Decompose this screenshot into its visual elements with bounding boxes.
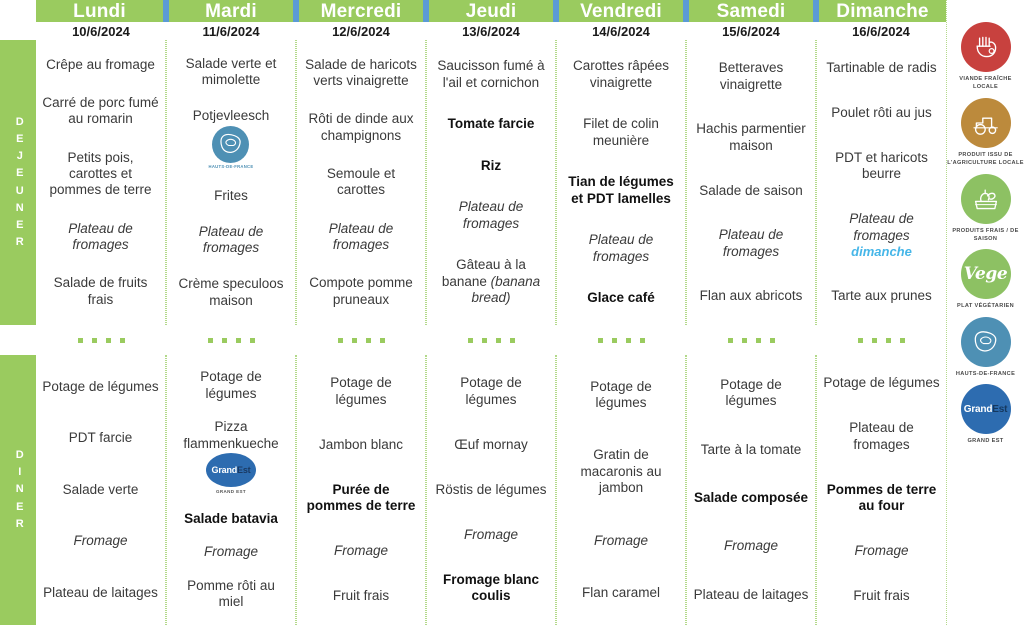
- separator-dot: [352, 338, 357, 343]
- dish-item: Potage de légumes: [330, 375, 392, 407]
- dish-holder: [693, 227, 809, 260]
- dish-item: Carottes râpées vinaigrette: [572, 58, 670, 90]
- dish-item: Gâteau à la banane (banana bread): [441, 257, 541, 306]
- dish-item: Potjevleesch: [192, 108, 270, 124]
- separator-dot: [236, 338, 241, 343]
- dish-item: Plateau de fromages: [198, 223, 264, 256]
- dish-holder: [823, 150, 940, 183]
- legend-item-hauts-de-france: [947, 317, 1024, 378]
- separator-dot: [900, 338, 905, 343]
- separator-dot: [482, 338, 487, 343]
- dish-item: Salade de fruits frais: [53, 275, 148, 307]
- dish-holder: [823, 482, 940, 515]
- dish-item: Œuf mornay: [454, 436, 528, 452]
- dish-item: Salade verte: [62, 481, 139, 497]
- dish-holder: [303, 482, 419, 515]
- meal-rail-dinner: [0, 355, 36, 625]
- lunch-rail-letter: U: [15, 184, 25, 197]
- dish-item: Fromage blanc coulis: [442, 571, 540, 604]
- dish-item: Tomate farcie: [447, 116, 535, 132]
- dish-holder: [433, 116, 549, 132]
- dish-holder: [303, 166, 419, 199]
- dish-item: Petits pois, carottes et pommes de terre: [49, 149, 152, 198]
- legend-caption-grand-est: GRAND EST: [967, 438, 1004, 445]
- vege-wordmark: Vege: [963, 264, 1008, 285]
- dish-holder: [563, 447, 679, 496]
- dish-item: Crêpe au fromage: [46, 56, 155, 72]
- dish-holder: [823, 420, 940, 453]
- dish-item: Flan aux abricots: [699, 288, 803, 304]
- hauts-de-france-caption: HAUTS-DE-FRANCE: [208, 163, 254, 169]
- dish-item: Tarte à la tomate: [700, 441, 802, 457]
- dish-holder: [42, 150, 159, 199]
- dish-item: Plateau de fromages: [588, 232, 654, 264]
- dish-item: Pomme rôti au miel: [187, 577, 275, 610]
- dish-holder: [823, 105, 940, 121]
- dish-holder: [693, 121, 809, 154]
- day-header-vendredi: Vendredi: [556, 0, 686, 22]
- menu-cell-dinner-mardi: [166, 355, 296, 625]
- dish-holder: [433, 158, 549, 174]
- dish-holder: [433, 572, 549, 605]
- dot-row-rail-spacer: [0, 325, 36, 355]
- grand-est-logo-icon: [961, 384, 1011, 434]
- dish-holder: [693, 490, 809, 506]
- separator-dot: [106, 338, 111, 343]
- day-date-samedi: 15/6/2024: [686, 22, 816, 40]
- separator-dot: [886, 338, 891, 343]
- lunch-rail-letter: N: [15, 201, 25, 214]
- menu-cell-dinner-jeudi: [426, 355, 556, 625]
- menu-cell-lunch-mercredi: [296, 40, 426, 325]
- dish-holder: [42, 57, 159, 73]
- dish-holder: [693, 60, 809, 93]
- dinner-rail-letter: E: [16, 500, 24, 513]
- day-header-lundi: Lundi: [36, 0, 166, 22]
- separator-dot: [858, 338, 863, 343]
- dish-holder: [42, 585, 159, 601]
- dish-item: Compote pomme pruneaux: [309, 275, 413, 307]
- dish-holder: [693, 587, 809, 603]
- dish-item: Glace café: [587, 290, 655, 306]
- separator-dot: [640, 338, 645, 343]
- dot-separator-dimanche: [816, 325, 946, 355]
- dish-holder: [823, 60, 940, 76]
- lunch-rail-letter: E: [16, 167, 24, 180]
- dish-holder: [693, 442, 809, 458]
- legend-caption-hauts-de-france: HAUTS-DE-FRANCE: [955, 370, 1016, 377]
- menu-cell-dinner-lundi: [36, 355, 166, 625]
- dish-holder: [693, 288, 809, 304]
- legend-item-agriculture-locale: [947, 98, 1024, 168]
- day-header-dimanche: Dimanche: [816, 0, 946, 22]
- dish-holder: [42, 430, 159, 446]
- menu-cell-dinner-vendredi: [556, 355, 686, 625]
- lunch-rail-letter: D: [15, 116, 25, 129]
- dish-item: Plateau de laitages: [43, 584, 158, 600]
- separator-dot: [92, 338, 97, 343]
- dish-item: Salade verte et mimolette: [185, 55, 277, 88]
- dish-item: Fromage: [593, 532, 649, 548]
- dinner-rail-letter: D: [15, 449, 25, 462]
- dish-item: Pommes de terre au four: [826, 481, 937, 514]
- dish-holder: [563, 232, 679, 265]
- dot-separator-jeudi: [426, 325, 556, 355]
- grand-est-caption: GRAND EST: [215, 489, 247, 495]
- dish-holder: [303, 221, 419, 254]
- menu-cell-lunch-lundi: [36, 40, 166, 325]
- dish-holder: [303, 375, 419, 408]
- dish-holder: [433, 527, 549, 543]
- dish-item: Plateau de fromages dimanche: [823, 211, 940, 260]
- separator-dot: [598, 338, 603, 343]
- dish-holder: [173, 276, 289, 309]
- dish-holder: [173, 56, 289, 89]
- dish-holder: [173, 224, 289, 257]
- dish-item: Hachis parmentier maison: [696, 121, 806, 153]
- legend-item-plat-vegetarien: [947, 249, 1024, 310]
- separator-dot: [510, 338, 515, 343]
- dish-item: Plateau de fromages: [328, 220, 394, 253]
- separator-dot: [78, 338, 83, 343]
- grid-corner-blank: [0, 0, 36, 22]
- separator-dot: [380, 338, 385, 343]
- day-header-mercredi: Mercredi: [296, 0, 426, 22]
- dish-item: Plateau de laitages: [693, 586, 809, 602]
- separator-dot: [612, 338, 617, 343]
- dish-item-emphasis: (banana bread): [471, 273, 541, 306]
- menu-cell-dinner-samedi: [686, 355, 816, 625]
- dish-holder: [433, 199, 549, 232]
- separator-dot: [872, 338, 877, 343]
- dish-item: Fromage: [333, 543, 389, 559]
- dish-holder: [433, 58, 549, 91]
- dish-item: Salade de haricots verts vinaigrette: [305, 56, 417, 89]
- grand-est-wordmark: GrandEst: [211, 465, 251, 476]
- dish-holder: [433, 375, 549, 408]
- dish-item: Riz: [480, 157, 502, 173]
- lunch-rail-letter: R: [15, 235, 25, 248]
- dish-item: Purée de pommes de terre: [306, 481, 416, 514]
- dish-holder: [303, 437, 419, 453]
- dish-item: Plateau de fromages: [68, 220, 133, 253]
- dish-item: Potage de légumes: [460, 375, 522, 407]
- dish-holder: [563, 379, 679, 412]
- badge-hauts-de-france: [209, 126, 254, 169]
- legend-item-produits-frais-saison: [947, 174, 1024, 244]
- grand-est-wordmark: GrandEst: [963, 403, 1008, 415]
- dot-separator-mardi: [166, 325, 296, 355]
- legend-item-grand-est: [947, 384, 1024, 445]
- legend-caption-plat-vegetarien: PLAT VÉGÉTARIEN: [957, 303, 1014, 310]
- dish-holder: [303, 275, 419, 308]
- dish-item: Potage de légumes: [590, 378, 652, 411]
- separator-dot: [468, 338, 473, 343]
- meat-cut-icon: [961, 22, 1011, 72]
- separator-dot: [120, 338, 125, 343]
- day-header-mardi: Mardi: [166, 0, 296, 22]
- dish-item: Carré de porc fumé au romarin: [42, 94, 159, 127]
- dish-item: Poulet rôti au jus: [831, 105, 932, 120]
- day-date-vendredi: 14/6/2024: [556, 22, 686, 40]
- dish-holder: [173, 544, 289, 560]
- dish-item: Potage de légumes: [200, 369, 262, 401]
- badge-grand-est: [206, 453, 256, 494]
- dish-holder: [693, 183, 809, 199]
- separator-dot: [338, 338, 343, 343]
- legend-caption-viande-fraiche-locale: VIANDE FRAÎCHE LOCALE: [959, 76, 1012, 91]
- menu-cell-lunch-jeudi: [426, 40, 556, 325]
- menu-cell-dinner-dimanche: [816, 355, 946, 625]
- dish-item: Filet de colin meunière: [583, 116, 659, 148]
- separator-dot: [756, 338, 761, 343]
- menu-cell-lunch-samedi: [686, 40, 816, 325]
- day-header-samedi: Samedi: [686, 0, 816, 22]
- dish-item: Salade composée: [693, 489, 809, 505]
- dish-holder: [823, 588, 940, 604]
- dish-item: Gratin de macaronis au jambon: [580, 447, 662, 496]
- menu-cell-lunch-mardi: [166, 40, 296, 325]
- dish-holder: [433, 437, 549, 453]
- dish-holder: [823, 375, 940, 391]
- dish-holder: [42, 95, 159, 128]
- dish-item: Fromage: [723, 538, 779, 554]
- dish-holder: [563, 116, 679, 149]
- dish-holder: [42, 221, 159, 254]
- dish-item: Potage de légumes: [42, 378, 159, 394]
- dot-separator-mercredi: [296, 325, 426, 355]
- separator-dot: [250, 338, 255, 343]
- dish-holder: [563, 533, 679, 549]
- dish-holder: [173, 578, 289, 611]
- dish-item: Fromage: [463, 526, 519, 542]
- dish-item: Potage de légumes: [823, 375, 940, 391]
- dinner-rail-letter: R: [15, 517, 25, 530]
- dish-holder: [823, 543, 940, 559]
- dish-item: Fromage: [73, 533, 128, 549]
- hauts-de-france-icon: [212, 126, 249, 163]
- dish-holder: [173, 108, 289, 168]
- day-date-dimanche: 16/6/2024: [816, 22, 946, 40]
- vege-leaf-icon: [961, 249, 1011, 299]
- dish-item: Plateau de fromages: [849, 420, 914, 452]
- dish-holder: [433, 257, 549, 306]
- dish-item: Tarte aux prunes: [831, 288, 932, 304]
- legend-caption-agriculture-locale: PRODUIT ISSU DE L'AGRICULTURE LOCALE: [947, 151, 1024, 167]
- dish-holder: [42, 533, 159, 549]
- dot-separator-vendredi: [556, 325, 686, 355]
- dish-holder: [173, 188, 289, 204]
- dish-holder: [42, 482, 159, 498]
- grand-est-icon: [206, 453, 256, 487]
- dinner-rail-letter: I: [18, 466, 22, 479]
- separator-dot: [496, 338, 501, 343]
- dish-holder: [693, 377, 809, 410]
- lunch-rail-letter: E: [16, 218, 24, 231]
- day-date-mardi: 11/6/2024: [166, 22, 296, 40]
- dish-holder: [563, 58, 679, 91]
- dish-item: Frites: [214, 188, 248, 203]
- tractor-icon: [961, 98, 1011, 148]
- dish-holder: [303, 111, 419, 144]
- day-date-lundi: 10/6/2024: [36, 22, 166, 40]
- dish-item: Tian de légumes et PDT lamelles: [568, 174, 674, 206]
- dish-holder: [563, 174, 679, 207]
- dish-holder: [303, 57, 419, 90]
- menu-cell-lunch-vendredi: [556, 40, 686, 325]
- dish-item: Tartinable de radis: [826, 60, 937, 76]
- dot-separator-lundi: [36, 325, 166, 355]
- dish-item: Semoule et carottes: [326, 166, 396, 198]
- legend-item-viande-fraiche-locale: [947, 22, 1024, 92]
- separator-dot: [222, 338, 227, 343]
- dish-holder: [42, 275, 159, 308]
- dish-holder: [563, 290, 679, 306]
- legend-caption-produits-frais-saison: PRODUITS FRAIS / DE SAISON: [952, 227, 1019, 242]
- dish-item: Fruit frais: [332, 588, 390, 604]
- dish-holder: [823, 288, 940, 304]
- hauts-de-france-map-icon: [961, 317, 1011, 367]
- dish-holder: [823, 211, 940, 260]
- separator-dot: [208, 338, 213, 343]
- dish-holder: [563, 585, 679, 601]
- dish-item: Salade de saison: [699, 182, 803, 198]
- dish-item: Salade batavia: [184, 510, 278, 526]
- legend-column: [946, 0, 1024, 625]
- dish-holder: [303, 588, 419, 604]
- lunch-rail-letter: E: [16, 133, 24, 146]
- lunch-rail-letter: J: [16, 150, 24, 163]
- dish-item: Pizza flammenkueche: [183, 419, 279, 451]
- dish-item: Plateau de fromages: [718, 227, 784, 259]
- dish-item: Röstis de légumes: [435, 481, 547, 497]
- dish-holder: [173, 511, 289, 527]
- meal-rail-lunch: [0, 40, 36, 325]
- separator-dot: [728, 338, 733, 343]
- dish-item: Fruit frais: [853, 588, 910, 604]
- separator-dot: [742, 338, 747, 343]
- separator-dot: [366, 338, 371, 343]
- dish-item: Rôti de dinde aux champignons: [308, 111, 414, 143]
- dish-item: PDT farcie: [68, 430, 133, 446]
- dish-holder: [173, 369, 289, 402]
- dish-item: Crème speculoos maison: [178, 276, 284, 308]
- dish-item: PDT et haricots beurre: [835, 149, 928, 182]
- dish-item: Betteraves vinaigrette: [718, 60, 784, 92]
- dish-item: Saucisson fumé à l'ail et cornichon: [437, 58, 545, 90]
- vegetable-crate-icon: [961, 174, 1011, 224]
- day-date-jeudi: 13/6/2024: [426, 22, 556, 40]
- grid-corner-blank-2: [0, 22, 36, 40]
- dish-item-note: dimanche: [851, 244, 912, 260]
- dish-item: Fromage: [203, 544, 259, 560]
- separator-dot: [770, 338, 775, 343]
- menu-cell-lunch-dimanche: [816, 40, 946, 325]
- dish-item: Potage de légumes: [720, 376, 782, 409]
- dish-holder: [303, 543, 419, 559]
- dot-separator-samedi: [686, 325, 816, 355]
- dish-item: Jambon blanc: [318, 436, 404, 452]
- day-date-mercredi: 12/6/2024: [296, 22, 426, 40]
- dish-holder: [42, 379, 159, 395]
- dish-item: Flan caramel: [581, 584, 661, 600]
- dish-item: Fromage: [854, 543, 909, 559]
- dinner-rail-letter: N: [15, 483, 25, 496]
- dish-item: Plateau de fromages: [458, 199, 524, 231]
- day-header-jeudi: Jeudi: [426, 0, 556, 22]
- menu-cell-dinner-mercredi: [296, 355, 426, 625]
- dish-holder: [693, 538, 809, 554]
- separator-dot: [626, 338, 631, 343]
- dish-holder: [433, 482, 549, 498]
- dish-holder: [173, 419, 289, 494]
